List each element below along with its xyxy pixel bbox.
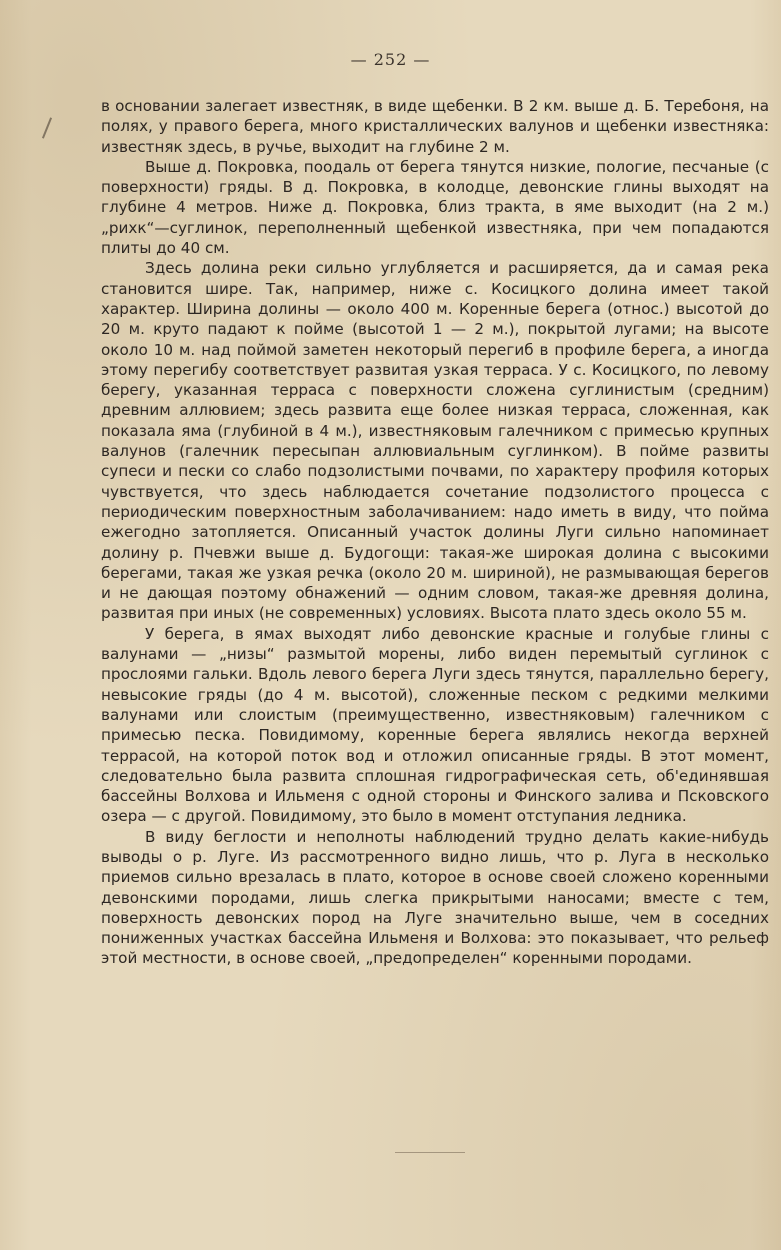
margin-pencil-mark	[42, 117, 52, 138]
paragraph-4: У берега, в ямах выходят либо девонские красные и голубые глины с валунами — „низы“ размытой морены, либо виден перемытый суглинок с прослоями гальки. Вдоль левого берега Луги здесь тянутся, параллельно берегу, невысокие гряды (до 4 м. высотой), сложенные песком с редкими мелкими валунами или слоистым (преимущественно, известняковым) галечником с примесью песка. Повидимому, коренные берега являлись некогда верхней террасой, на которой поток вод и отложил описанные гряды. В этот момент, следовательно была развита сплошная гидрографическая сеть, об'единявшая бассейны Волхова и Ильменя с одной стороны и Финского залива и Псковского озера — с другой. Повидимому, это было в момент отступания ледника.	[101, 624, 769, 826]
paragraph-1: в основании залегает известняк, в виде щебенки. В 2 км. выше д. Б. Теребоня, на полях, у правого берега, много кристаллических валунов и щебенки известняка: известняк здесь, в ручье, выходит на глубине 2 м.	[101, 97, 769, 156]
paragraph-2: Выше д. Покровка, поодаль от берега тянутся низкие, пологие, песчаные (с поверхности) гряды. В д. Покровка, в колодце, девонские глины выходят на глубине 4 метров. Ниже д. Покровка, близ тракта, в яме выходит (на 2 м.) „рихк“—суглинок, переполненный щебенкой известняка, при чем попадаются плиты до 40 см.	[101, 157, 769, 258]
paragraph-5: В виду беглости и неполноты наблюдений трудно делать какие-нибудь выводы о р. Луге. Из рассмотренного видно лишь, что р. Луга в несколько приемов сильно врезалась в плато, которое в основе своей сложено коренными девонскими породами, лишь слегка прикрытыми наносами; вместе с тем, поверхность девонских пород на Луге значительно выше, чем в соседних пониженных участках бассейна Ильменя и Волхова: это показывает, что рельеф этой местности, в основе своей, „предопределен“ коренными породами.	[101, 827, 769, 968]
page-number: — 252 —	[350, 50, 431, 69]
body-text	[101, 96, 769, 969]
footer-divider	[395, 1152, 465, 1153]
paragraph-3: Здесь долина реки сильно углубляется и расширяется, да и самая река становится шире. Так, например, ниже с. Косицкого долина имеет такой характер. Ширина долины — около 400 м. Коренные берега (относ.) высотой до 20 м. круто падают к пойме (высотой 1 — 2 м.), покрытой лугами; на высоте около 10 м. над поймой заметен некоторый перегиб в профиле берега, а иногда этому перегибу соответствует развитая узкая терраса. У с. Косицкого, по левому берегу, указанная терраса с поверхности сложена суглинистым (средним) древним аллювием; здесь развита еще более низкая терраса, сложенная, как показала яма (глубиной в 4 м.), известняковым галечником с примесью крупных валунов (галечник пересыпан аллювиальным суглинком). В пойме развиты супеси и пески со слабо подзолистыми почвами, по характеру профиля которых чувствуется, что здесь наблюдается сочетание подзолистого процесса с периодическим поверхностным заболачиванием: надо иметь в виду, что пойма ежегодно затопляется. Описанный участок долины Луги сильно напоминает долину р. Пчевжи выше д. Будогощи: такая-же широкая долина с высокими берегами, такая же узкая речка (около 20 м. шириной), не размывающая берегов и не дающая поэтому обнажений — одним словом, такая-же древняя долина, развитая при иных (не современных) условиях. Высота плато здесь около 55 м.	[101, 259, 769, 623]
